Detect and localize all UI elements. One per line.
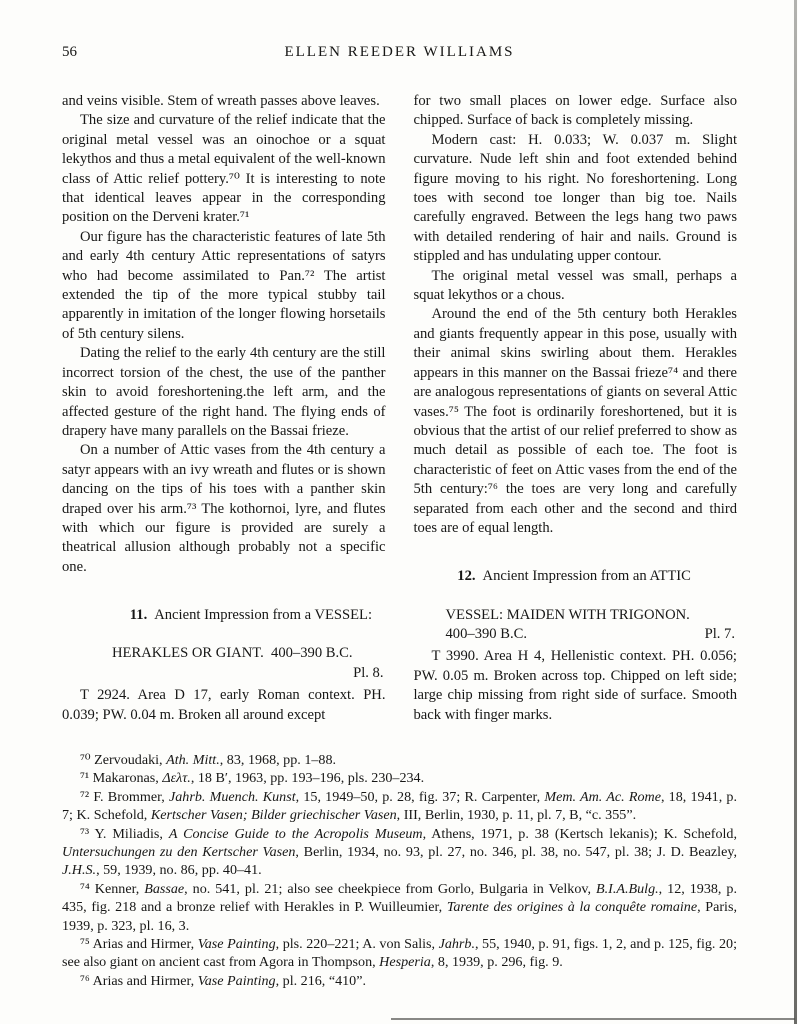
catalogue-entry-12 <box>414 547 738 725</box>
scan-artifact-bottom-edge <box>391 1018 795 1020</box>
entry-heading-line <box>414 625 738 644</box>
paragraph-continuation: for two small places on lower edge. Surface also chipped. Surface of back is completely missing. <box>413 93 737 129</box>
footnote-75: ⁷⁵ Arias and Hirmer, Vase Painting, pls. 220–221; A. von Salis, Jahrb., 55, 1940, p. 91, figs. 1, 2, and p. 125, fig. 20; see also giant on ancient cast from Agora in Thompson, Hesperia, 8, 1939, p. 296, fig. 9. <box>62 936 737 971</box>
entry-title-line: HERAKLES OR GIANT. 400–390 B.C. <box>112 645 353 662</box>
footnote-71: ⁷¹ Makaronas, Δελτ., 18 B′, 1963, pp. 193–196, pls. 230–234. <box>80 770 425 787</box>
scan-artifact-right-edge <box>794 0 797 1024</box>
entry-title-line: Ancient Impression from an ATTIC <box>482 567 691 584</box>
footnote-72: ⁷² F. Brommer, Jahrb. Muench. Kunst, 15, 1949–50, p. 28, fig. 37; R. Carpenter, Mem. Am. Ac. Rome, 18, 1941, p. 7; K. Schefold, Kertscher Vasen; Bilder griechischer Vasen, III, Berlin, 1930, p. 11, pl. 7, B, “c. 355”. <box>62 788 738 824</box>
entry-number: 12. <box>457 567 476 584</box>
paragraph-continuation: and veins visible. Stem of wreath passes above leaves. <box>62 93 380 109</box>
catalogue-entry-11 <box>62 586 386 725</box>
paragraph: The original metal vessel was small, perhaps a squat lekythos or a chous. <box>413 267 737 304</box>
paragraph: Our figure has the characteristic features of late 5th and early 4th century Attic representations of satyrs who had become assimilated to Pan.⁷² The artist extended the tip of the more typical stubby tail apparently in imitation of the longer flowing horsetails of 5th century silens. <box>62 228 386 342</box>
running-head-title: ELLEN REEDER WILLIAMS <box>284 44 515 60</box>
entry-number: 11. <box>129 606 148 623</box>
paragraph: On a number of Attic vases from the 4th century a satyr appears with an ivy wreath and flutes or is shown dancing on the tips of his toes with a panther skin draped over his arm.⁷³ The kothornoi, lyre, and flutes with which our figure is provided are surely a theatrical allusion although probably not a specific one. <box>62 442 386 575</box>
running-header <box>62 44 737 64</box>
left-column <box>62 92 386 725</box>
entry-date: 400–390 B.C. <box>445 625 527 642</box>
entry-body: T 2924. Area D 17, early Roman context. PH. 0.039; PW. 0.04 m. Broken all around except <box>62 687 386 723</box>
plate-reference: Pl. 8. <box>353 664 384 681</box>
footnote-73: ⁷³ Y. Miliadis, A Concise Guide to the Acropolis Museum, Athens, 1971, p. 38 (Kertsch lekanis); K. Schefold, Untersuchungen zu den Kertscher Vasen, Berlin, 1934, no. 93, pl. 27, no. 346, pl. 38, no. 547, pl. 38; J. D. Beazley, J.H.S., 59, 1939, no. 86, pp. 40–41. <box>62 825 737 879</box>
paragraph: The size and curvature of the relief indicate that the original metal vessel was an oinochoe or a squat lekythos and thus a metal equivalent of the well-known class of Attic relief pottery.⁷⁰ It is interesting to note that identical leaves appear in the corresponding position on the Derveni krater.⁷¹ <box>62 112 386 226</box>
footnote-70: ⁷⁰ Zervoudaki, Ath. Mitt., 83, 1968, pp. 1–88. <box>80 752 337 768</box>
entry-title-line: VESSEL: MAIDEN WITH TRIGONON. <box>445 606 690 623</box>
text-columns <box>62 92 737 725</box>
paragraph: Dating the relief to the early 4th century are the still incorrect torsion of the chest, the use of the panther skin to avoid foreshortening.the left arm, and the affected gesture of the right hand. The flying ends of drapery have many parallels on the Bassai frieze. <box>62 345 386 439</box>
paragraph: Around the end of the 5th century both Herakles and giants frequently appear in this pose, usually with their animal skins swirling about them. Herakles appears in this manner on the Bassai frieze⁷⁴ and there are analogous representations of giants on several Attic vases.⁷⁵ The foot is ordinarily foreshortened, but it is obvious that the artist of our relief preferred to show as much detail as possible of each toe. The foot is characteristic of feet on Attic vases from the end of the 5th century:⁷⁶ the toes are very long and carefully separated from each other and the second and third toes are of equal length. <box>413 306 737 536</box>
footnotes-section <box>62 751 737 990</box>
paragraph: Modern cast: H. 0.033; W. 0.037 m. Slight curvature. Nude left shin and foot extended behind figure moving to his right. No foreshortening. Long toes with second toe longer than big toe. Nails carefully engraved. Between the legs hang two paws with detailed rendering of hair and nails. Ground is stippled and has undulating upper contour. <box>413 131 737 265</box>
right-column <box>414 92 738 725</box>
entry-title-line: Ancient Impression from a VESSEL: <box>154 606 373 623</box>
page-number: 56 <box>62 44 77 60</box>
plate-reference: Pl. 7. <box>704 625 735 642</box>
footnote-74: ⁷⁴ Kenner, Bassae, no. 541, pl. 21; also see cheekpiece from Gorlo, Bulgaria in Velkov, B.I.A.Bulg., 12, 1938, p. 435, fig. 218 and a bronze relief with Herakles in P. Wuilleumier, Tarente des origines à la conquête romaine, Paris, 1939, p. 323, pl. 16, 3. <box>62 880 737 934</box>
entry-body: T 3990. Area H 4, Hellenistic context. PH. 0.056; PW. 0.05 m. Broken across top. Chipped on left side; large chip missing from right side of surface. Smooth back with finger marks. <box>413 648 737 723</box>
entry-heading-line <box>414 547 738 605</box>
entry-heading-line <box>62 586 386 644</box>
footnote-76: ⁷⁶ Arias and Hirmer, Vase Painting, pl. 216, “410”. <box>80 972 367 989</box>
